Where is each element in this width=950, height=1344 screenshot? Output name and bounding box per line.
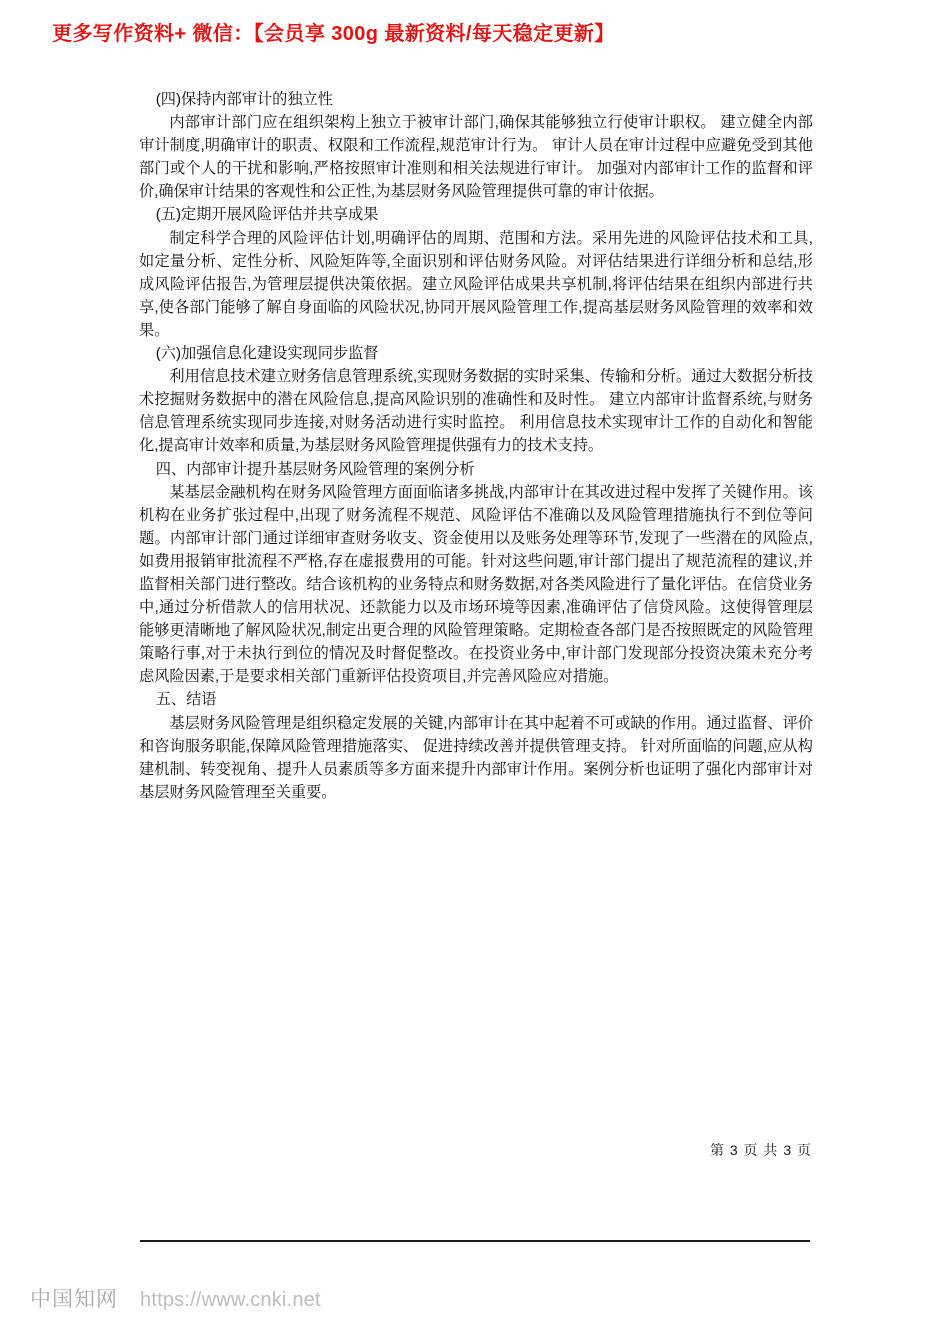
section-paragraph: 制定科学合理的风险评估计划,明确评估的周期、范围和方法。采用先进的风险评估技术和工具,如定量分析、定性分析、风险矩阵等,全面识别和评估财务风险。对评估结果进行详细分析和总结,形成风险评估报告,为管理层提供决策依据。建立风险评估成果共享机制,将评估结果在组织内部进行共享,使各部门能够了解自身面临的风险状况,协同开展风险管理工作,提高基层财务风险管理的效率和效果。 <box>139 229 813 339</box>
footer-divider <box>140 1240 810 1242</box>
section-paragraph: 内部审计部门应在组织架构上独立于被审计部门,确保其能够独立行使审计职权。 建立健全内部审计制度,明确审计的职责、权限和工作流程,规范审计行为。 审计人员在审计过程中应避免受到其他部门或个人的干扰和影响,严格按照审计准则和相关法规进行审计。 加强对内部审计工作的监督和评价,确保审计结果的客观性和公正性,为基层财务风险管理提供可靠的审计依据。 <box>139 114 813 201</box>
promo-banner <box>0 0 950 62</box>
promo-banner-text: 更多写作资料+ 微信：【会员享 300g 最新资料/每天稳定更新】 <box>52 22 615 45</box>
cnki-url-label: https://www.cnki.net <box>140 1289 321 1311</box>
section-heading: (六)加强信息化建设实现同步监督 <box>155 345 379 363</box>
section-heading: (五)定期开展风险评估并共享成果 <box>155 206 379 224</box>
section-paragraph: 利用信息技术建立财务信息管理系统,实现财务数据的实时采集、传输和分析。通过大数据分析技术挖掘财务数据中的潜在风险信息,提高风险识别的准确性和及时性。 建立内部审计监督系统,与财务信息管理系统实现同步连接,对财务活动进行实时监控。 利用信息技术实现审计工作的自动化和智能化,提高审计效率和质量,为基层财务风险管理提供强有力的技术支持。 <box>139 368 813 455</box>
document-body <box>139 88 813 804</box>
cnki-brand-label: 中国知网 <box>30 1288 118 1311</box>
cnki-watermark <box>30 1283 321 1313</box>
section-paragraph: 某基层金融机构在财务风险管理方面面临诸多挑战,内部审计在其改进过程中发挥了关键作用。该机构在业务扩张过程中,出现了财务流程不规范、风险评估不准确以及风险管理措施执行不到位等问题。内部审计部门通过详细审查财务收支、资金使用以及账务处理等环节,发现了一些潜在的风险点,如费用报销审批流程不严格,存在虚报费用的可能。针对这些问题,审计部门提出了规范流程的建议,并监督相关部门进行整改。结合该机构的业务特点和财务数据,对各类风险进行了量化评估。在信贷业务中,通过分析借款人的信用状况、还款能力以及市场环境等因素,准确评估了信贷风险。这使得管理层能够更清晰地了解风险状况,制定出更合理的风险管理策略。定期检查各部门是否按照既定的风险管理策略行事,对于未执行到位的情况及时督促整改。在投资业务中,审计部门发现部分投资决策未充分考虑风险因素,于是要求相关部门重新评估投资项目,并完善风险应对措施。 <box>139 483 813 686</box>
section-heading: (四)保持内部审计的独立性 <box>155 91 333 108</box>
section-paragraph: 基层财务风险管理是组织稳定发展的关键,内部审计在其中起着不可或缺的作用。通过监督、评价和咨询服务职能,保障风险管理措施落实、 促进持续改善并提供管理支持。 针对所面临的问题,应从构建机制、转变视角、提升人员素质等多方面来提升内部审计作用。案例分析也证明了强化内部审计对基层财务风险管理至关重要。 <box>139 714 813 801</box>
page-number: 第 3 页 共 3 页 <box>709 1142 812 1158</box>
section-heading: 五、结语 <box>155 691 217 709</box>
section-heading: 四、内部审计提升基层财务风险管理的案例分析 <box>155 460 475 478</box>
